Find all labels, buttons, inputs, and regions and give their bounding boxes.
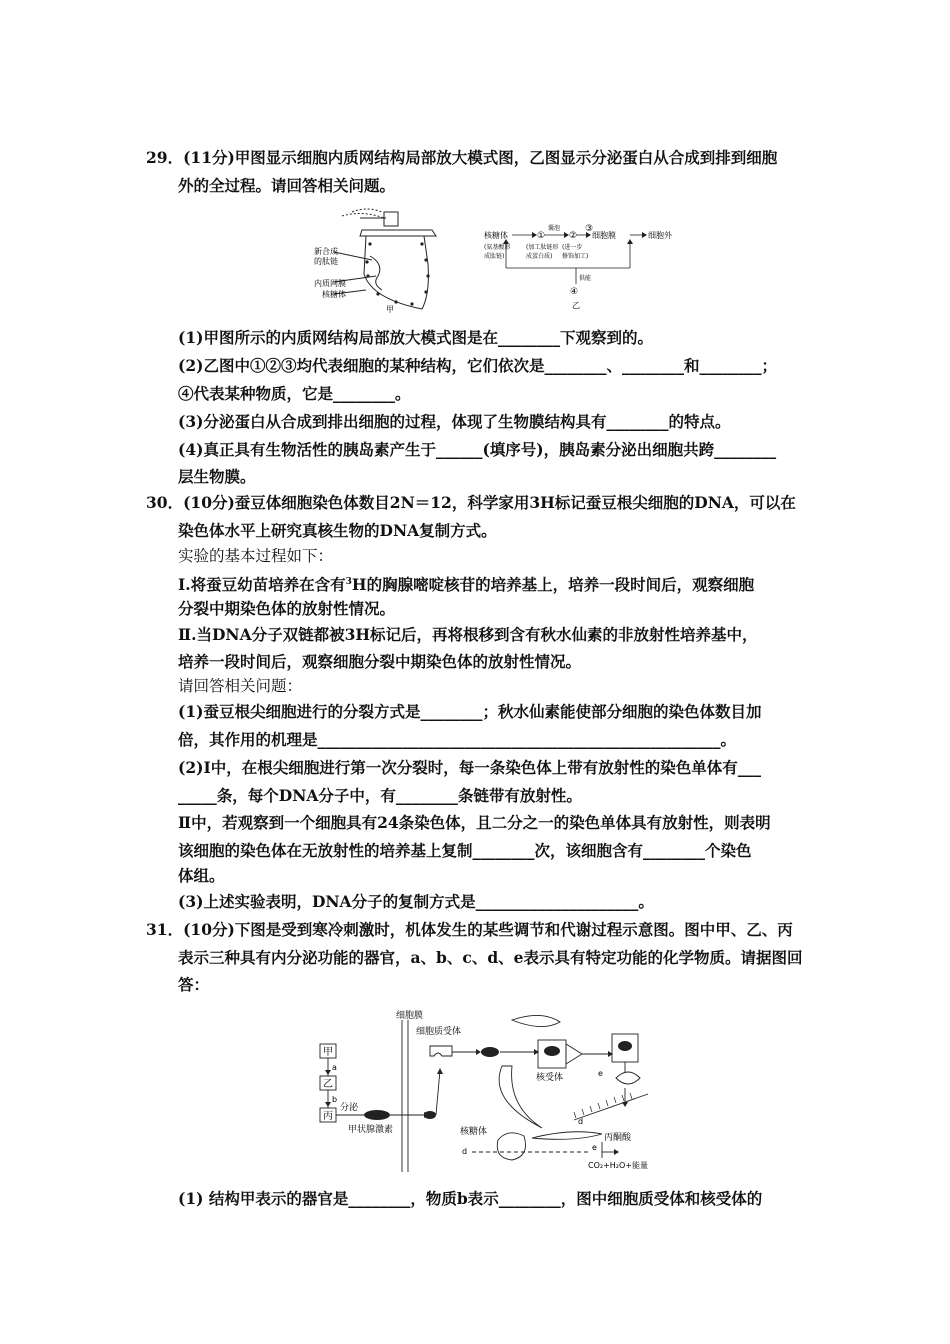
fig-a-label2: 的肽链: [314, 257, 338, 266]
fig-c-e2: e: [592, 1143, 597, 1152]
fig-b-vesicle: 囊泡: [548, 225, 561, 232]
secretion-pathway-diagram: [482, 222, 702, 314]
q30-line3: 实验的基本过程如下：: [178, 547, 334, 565]
fig-c-e1: e: [598, 1069, 603, 1078]
fig-c-membrane: 细胞膜: [396, 1011, 424, 1021]
q30-line15: 体组。: [178, 866, 225, 885]
fig-c-d2: d: [462, 1147, 468, 1156]
fig-c-d1: d: [578, 1117, 584, 1126]
fig-c-org2: 乙: [323, 1079, 333, 1090]
fig-a-label4: 核糖体: [322, 290, 346, 299]
fig-b-c3: ③: [585, 224, 594, 234]
q30-line4-sup: 3: [345, 577, 352, 587]
fig-b-c2-sub1: (进一步: [562, 244, 583, 251]
q30-line4-a: Ⅰ.将蚕豆幼苗培养在含有: [178, 575, 346, 595]
fig-c-org1: 甲: [323, 1047, 333, 1058]
q31-line1: 31．(10分)下图是受到寒冷刺激时，机体发生的某些调节和代谢过程示意图。图中甲、乙、丙: [146, 920, 793, 939]
fig-b-membrane: 细胞膜: [592, 231, 616, 240]
q30-line11: (2)Ⅰ中，在根尖细胞进行第一次分裂时，每一条染色体上带有放射性的染色单体有___: [178, 758, 761, 777]
fig-a-label3: 内质网膜: [314, 279, 346, 288]
q30-line14: 该细胞的染色体在无放射性的培养基上复制________次，该细胞含有________个染色: [178, 841, 752, 860]
q30-line12: _____条，每个DNA分子中，有________条链带有放射性。: [178, 786, 582, 805]
q29-part4a: (4)真正具有生物活性的胰岛素产生于______(填序号)，胰岛素分泌出细胞共跨________: [178, 440, 777, 459]
fig-b-ribosome-sub2: 成肽链): [484, 253, 505, 260]
thyroid-regulation-diagram: [312, 1010, 672, 1176]
q30-line10: 倍，其作用的机理是____________________________________________________。: [178, 730, 737, 749]
fig-c-secrete: 分泌: [340, 1103, 359, 1113]
q29-line2: 外的全过程。请回答相关问题。: [178, 176, 396, 195]
fig-c-pyruvate: 丙酮酸: [604, 1133, 632, 1143]
fig-c-cyto-receptor: 细胞质受体: [416, 1027, 462, 1037]
q29-line1: 29．(11分)甲图显示细胞内质网结构局部放大模式图，乙图显示分泌蛋白从合成到排到细胞: [146, 148, 778, 167]
er-diagram: [312, 204, 460, 316]
q29-part2a: (2)乙图中①②③均代表细胞的某种结构，它们依次是________、________和________；: [178, 356, 777, 375]
q30-line13: Ⅱ中，若观察到一个细胞具有24条染色体，且二分之一的染色单体具有放射性，则表明: [178, 813, 771, 832]
fig-c-b: b: [332, 1095, 338, 1104]
q30-line8: 请回答相关问题：: [178, 677, 303, 695]
fig-c-thyroid: 甲状腺激素: [348, 1125, 394, 1135]
q30-line9: (1)蚕豆根尖细胞进行的分裂方式是________；秋水仙素能使部分细胞的染色体数目加: [178, 702, 762, 721]
fig-b-c1-sub1: (加工肽链形: [526, 244, 559, 251]
q29-part1: (1)甲图所示的内质网结构局部放大模式图是在________下观察到的。: [178, 328, 653, 347]
fig-c-a: a: [332, 1063, 337, 1072]
fig-b-caption: 乙: [572, 301, 580, 310]
q30-line4: [178, 572, 754, 595]
fig-a-label1: 新合成: [314, 247, 338, 256]
fig-b-c2-sub2: 修饰加工): [562, 253, 589, 260]
q31-part1: (1) 结构甲表示的器官是________，物质b表示________，图中细胞质受体和核受体的: [178, 1189, 763, 1208]
q30-line4-b: H的胸腺嘧啶核苷的培养基上，培养一段时间后，观察细胞: [351, 575, 755, 595]
fig-c-nuc-receptor: 核受体: [536, 1073, 564, 1083]
q31-line2: 表示三种具有内分泌功能的器官，a、b、c、d、e表示具有特定功能的化学物质。请据图回: [178, 948, 803, 967]
q29-part2b: ④代表某种物质，它是________。: [178, 384, 411, 403]
fig-c-ribosome: 核糖体: [460, 1127, 488, 1137]
fig-b-c2: ②: [569, 231, 578, 241]
fig-b-c1: ①: [537, 231, 546, 241]
fig-b-c1-sub2: 成蛋白质): [526, 253, 553, 260]
q30-line5: 分裂中期染色体的放射性情况。: [178, 599, 396, 618]
q30-line1: 30．(10分)蚕豆体细胞染色体数目2N＝12，科学家用3H标记蚕豆根尖细胞的DNA，可以在: [146, 493, 796, 512]
fig-a-caption: 甲: [386, 305, 394, 314]
q29-part4b: 层生物膜。: [178, 467, 256, 486]
q30-line16: (3)上述实验表明，DNA分子的复制方式是_____________________。: [178, 892, 654, 911]
fig-c-org3: 丙: [323, 1111, 333, 1122]
fig-b-ribosome: 核糖体: [484, 231, 508, 240]
fig-b-ribosome-sub1: (氨基酸形: [484, 244, 511, 251]
fig-b-outside: 细胞外: [648, 231, 672, 240]
q29-part3: (3)分泌蛋白从合成到排出细胞的过程，体现了生物膜结构具有________的特点。: [178, 412, 731, 431]
fig-b-supply: 供能: [579, 275, 592, 282]
q30-line6: Ⅱ.当DNA分子双链都被3H标记后，再将根移到含有秋水仙素的非放射性培养基中，: [178, 625, 758, 644]
q31-line3: 答：: [178, 975, 210, 994]
fig-c-products: CO₂+H₂O+能量: [588, 1161, 649, 1170]
q30-line2: 染色体水平上研究真核生物的DNA复制方式。: [178, 521, 497, 540]
fig-b-c4: ④: [570, 287, 579, 297]
q30-line7: 培养一段时间后，观察细胞分裂中期染色体的放射性情况。: [178, 652, 582, 671]
